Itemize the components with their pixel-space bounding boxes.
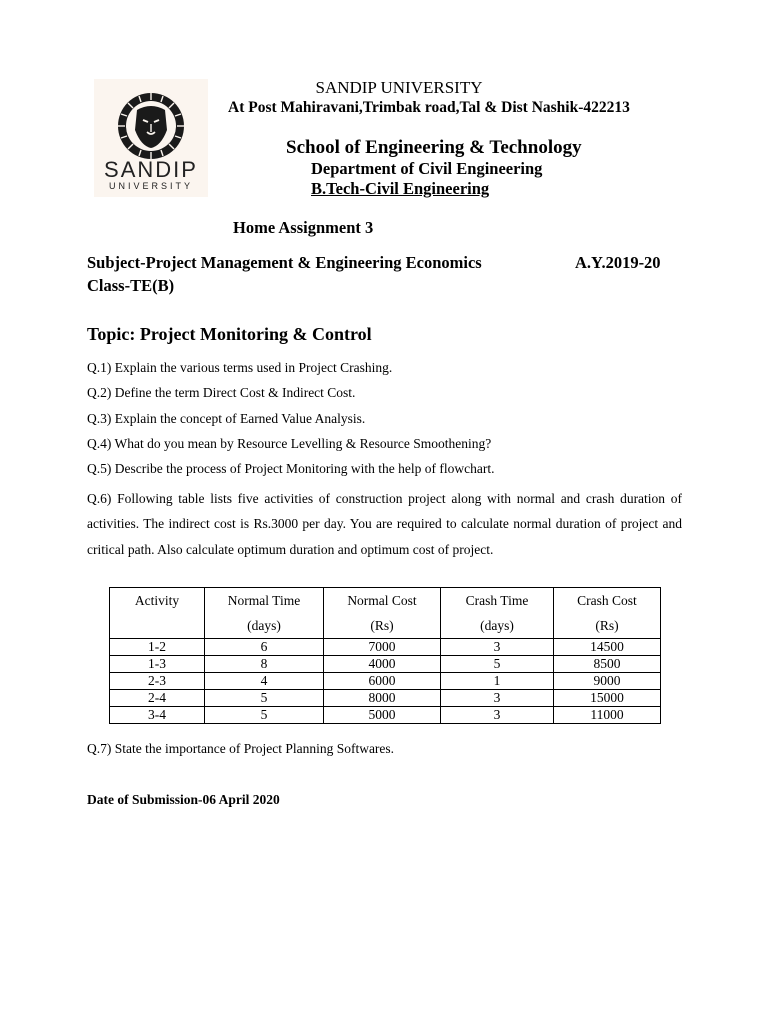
logo-subtext: UNIVERSITY: [108, 181, 193, 191]
subject-line: Subject-Project Management & Engineering Economics: [87, 253, 482, 272]
class-line: Class-TE(B): [87, 276, 175, 295]
header-normal-cost: Normal Cost (Rs): [324, 588, 441, 639]
activity-table: [109, 587, 661, 724]
header-activity: Activity: [110, 588, 205, 639]
table-header-row: [110, 588, 661, 639]
table-row: 2-3 4 6000 1 9000: [110, 673, 661, 690]
header-crash-time: Crash Time (days): [441, 588, 554, 639]
topic-heading: Topic: Project Monitoring & Control: [87, 324, 372, 344]
table-row: 1-3 8 4000 5 8500: [110, 656, 661, 673]
question-7: Q.7) State the importance of Project Planning Softwares.: [87, 741, 395, 756]
university-name: SANDIP UNIVERSITY: [315, 78, 483, 97]
academic-year: A.Y.2019-20: [575, 253, 661, 272]
question-4: Q.4) What do you mean by Resource Levelling & Resource Smoothening?: [87, 436, 492, 451]
table-row: 1-2 6 7000 3 14500: [110, 639, 661, 656]
header-crash-cost: Crash Cost (Rs): [554, 588, 661, 639]
header-normal-time: Normal Time (days): [205, 588, 324, 639]
question-2: Q.2) Define the term Direct Cost & Indirect Cost.: [87, 385, 356, 400]
table-row: 2-4 5 8000 3 15000: [110, 690, 661, 707]
assignment-title: Home Assignment 3: [233, 218, 374, 237]
program-name: B.Tech-Civil Engineering: [311, 179, 490, 198]
department-name: Department of Civil Engineering: [311, 159, 543, 178]
question-6: Q.6) Following table lists five activities of construction project along with normal and crash duration of activities. The indirect cost is Rs.3000 per day. You are required to calculate normal duration of project and critical path. Also calculate optimum duration and optimum cost of project.: [87, 491, 682, 557]
logo-wordmark: SANDIP: [104, 157, 198, 182]
question-1: Q.1) Explain the various terms used in Project Crashing.: [87, 360, 393, 375]
table-row: 3-4 5 5000 3 11000: [110, 707, 661, 724]
question-5: Q.5) Describe the process of Project Monitoring with the help of flowchart.: [87, 461, 495, 476]
submission-date: Date of Submission-06 April 2020: [87, 792, 280, 807]
university-address: At Post Mahiravani,Trimbak road,Tal & Dist Nashik-422213: [228, 99, 630, 116]
school-name: School of Engineering & Technology: [286, 137, 582, 158]
question-3: Q.3) Explain the concept of Earned Value Analysis.: [87, 411, 366, 426]
